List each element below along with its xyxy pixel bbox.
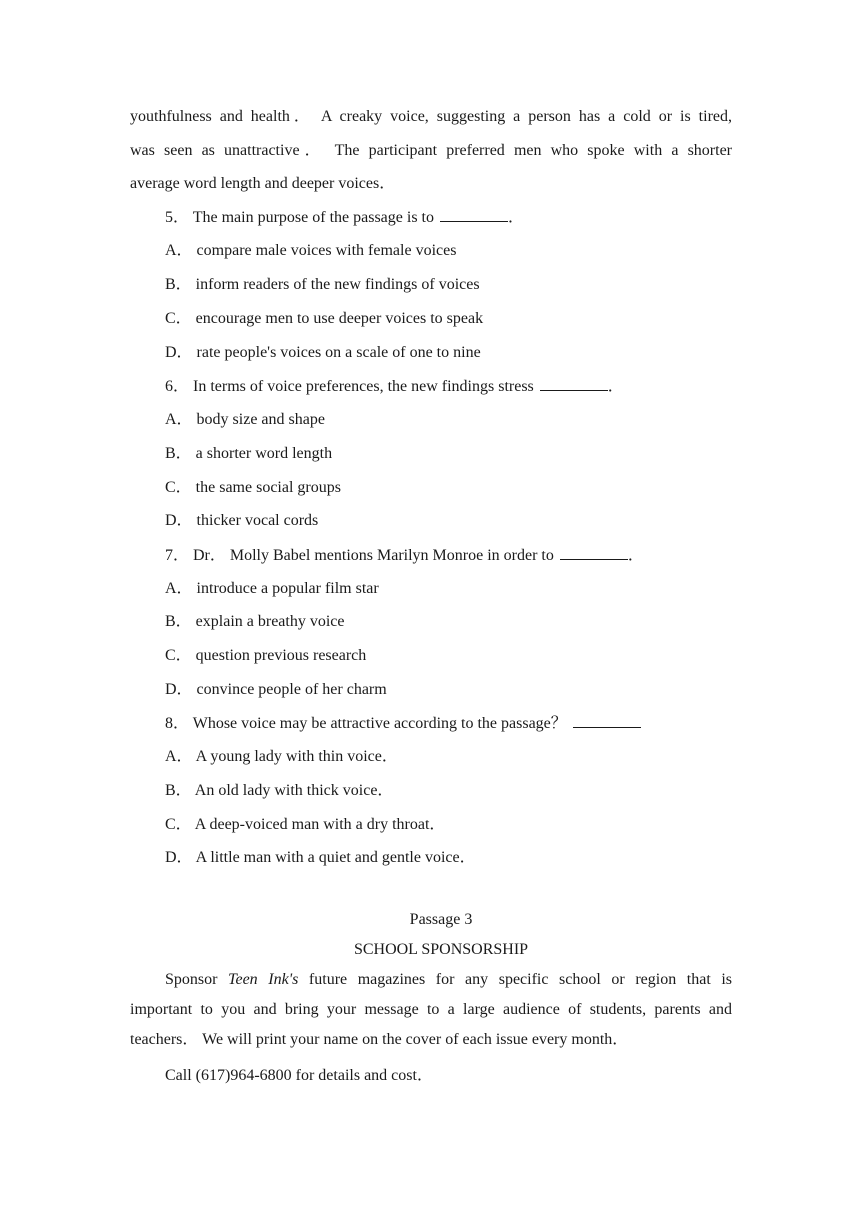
passage-title: SCHOOL SPONSORSHIP [353,941,529,958]
question-5-option-a: A． compare male voices with female voices [165,242,457,259]
question-7-option-d: D． convince people of her charm [165,681,387,698]
question-6-option-b: B． a shorter word length [165,445,333,462]
answer-blank [573,713,641,728]
question-8-option-c: C． A deep-voiced man with a dry throat． [165,816,446,833]
passage-line: important to you and bring your message to a large audience of students, parents and [130,1001,732,1018]
question-6-stem: 6． In terms of voice preferences, the new findings stress ． [165,378,624,395]
passage-heading: Passage 3 [409,911,473,928]
question-6-option-c: C． the same social groups [165,479,341,496]
question-5-option-d: D． rate people's voices on a scale of one to nine [165,344,481,361]
passage-line: teachers． We will print your name on the cover of each issue every month． [130,1031,629,1048]
question-7-option-a: A． introduce a popular film star [165,580,379,597]
question-8-option-a: A． A young lady with thin voice． [165,748,398,765]
intro-line: youthfulness and health． A creaky voice, suggesting a person has a cold or is tired, [130,108,732,125]
question-5-option-b: B． inform readers of the new findings of voices [165,276,480,293]
question-7-option-c: C． question previous research [165,647,367,664]
passage-line: Sponsor Teen Ink's future magazines for any specific school or region that is [165,971,733,988]
question-6-option-d: D． thicker vocal cords [165,512,319,529]
question-5-option-c: C． encourage men to use deeper voices to speak [165,310,484,327]
intro-line: average word length and deeper voices． [130,175,396,192]
question-7-stem: 7． Dr． Molly Babel mentions Marilyn Monroe in order to ． [165,547,644,564]
question-8-option-b: B． An old lady with thick voice． [165,782,394,799]
passage-3-paragraph [130,965,732,1055]
magazine-name: Teen Ink's [228,971,299,988]
intro-line: was seen as unattractive． The participant preferred men who spoke with a shorter [130,141,732,159]
question-8-option-d: D． A little man with a quiet and gentle voice． [165,849,476,866]
intro-paragraph [130,100,732,201]
question-7-option-b: B． explain a breathy voice [165,613,345,630]
answer-blank [440,207,508,222]
question-6-option-a: A． body size and shape [165,411,325,428]
answer-blank [540,376,608,391]
question-5-stem: 5． The main purpose of the passage is to ． [165,209,525,226]
question-8-stem: 8． Whose voice may be attractive according to the passage？ [165,713,641,734]
answer-blank [560,545,628,560]
contact-line: Call (617)964-6800 for details and cost． [165,1067,433,1084]
